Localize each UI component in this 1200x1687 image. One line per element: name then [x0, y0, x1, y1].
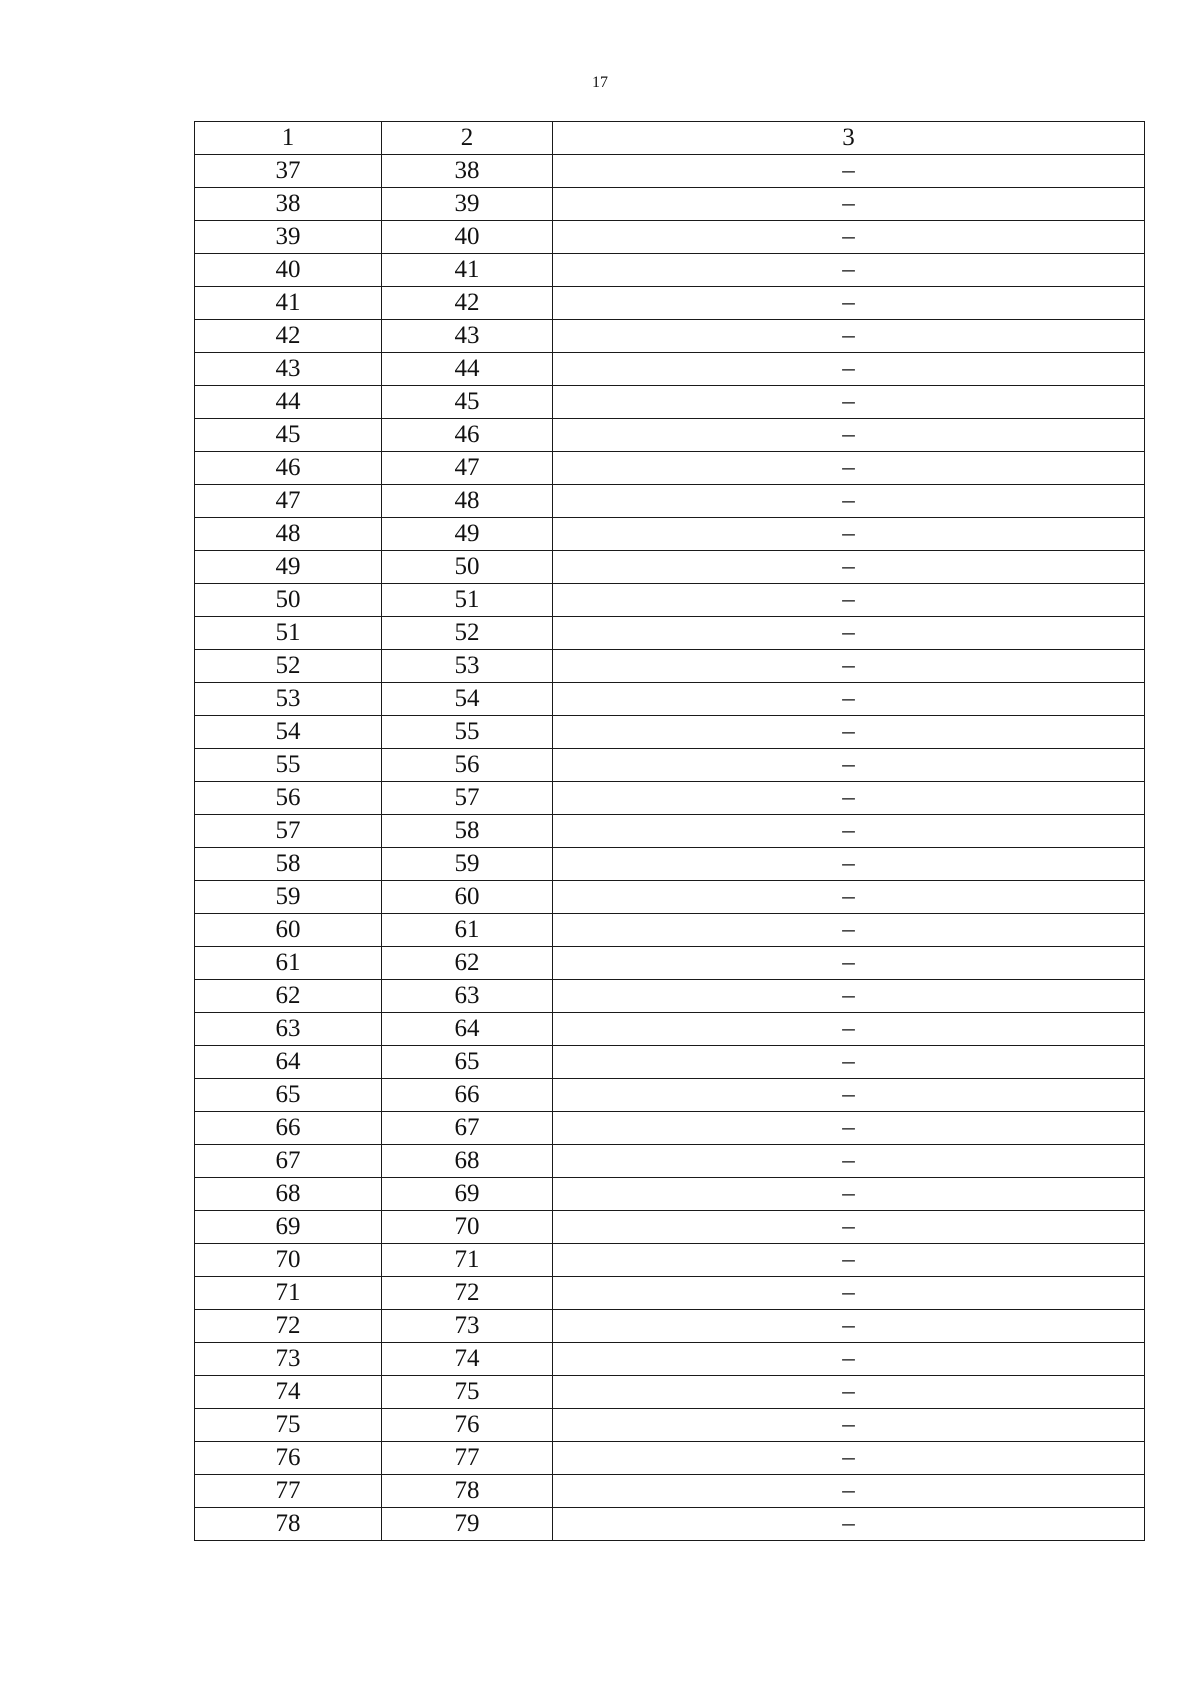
col-3-cell: –	[553, 518, 1145, 551]
col-2-cell: 69	[382, 1178, 553, 1211]
col-1-cell: 58	[195, 848, 382, 881]
col-2-cell: 49	[382, 518, 553, 551]
col-2-cell: 43	[382, 320, 553, 353]
col-3-cell: –	[553, 815, 1145, 848]
col-2-cell: 44	[382, 353, 553, 386]
col-3-cell: –	[553, 1112, 1145, 1145]
column-header-1: 1	[195, 122, 382, 155]
table-row	[195, 749, 1145, 782]
table-row	[195, 155, 1145, 188]
col-3-cell: –	[553, 782, 1145, 815]
col-3-cell: –	[553, 980, 1145, 1013]
col-2-cell: 68	[382, 1145, 553, 1178]
col-3-cell: –	[553, 617, 1145, 650]
col-2-cell: 50	[382, 551, 553, 584]
col-2-cell: 64	[382, 1013, 553, 1046]
col-3-cell: –	[553, 419, 1145, 452]
col-3-cell: –	[553, 1211, 1145, 1244]
col-1-cell: 71	[195, 1277, 382, 1310]
col-3-cell: –	[553, 683, 1145, 716]
col-2-cell: 62	[382, 947, 553, 980]
header-row	[195, 122, 1145, 155]
col-3-cell: –	[553, 1310, 1145, 1343]
col-3-cell: –	[553, 1244, 1145, 1277]
col-1-cell: 45	[195, 419, 382, 452]
col-1-cell: 64	[195, 1046, 382, 1079]
col-2-cell: 48	[382, 485, 553, 518]
col-3-cell: –	[553, 1178, 1145, 1211]
col-2-cell: 47	[382, 452, 553, 485]
col-1-cell: 47	[195, 485, 382, 518]
col-2-cell: 78	[382, 1475, 553, 1508]
table-row	[195, 683, 1145, 716]
col-2-cell: 61	[382, 914, 553, 947]
table-row	[195, 1244, 1145, 1277]
col-2-cell: 53	[382, 650, 553, 683]
col-2-cell: 57	[382, 782, 553, 815]
col-2-cell: 66	[382, 1079, 553, 1112]
table-row	[195, 1310, 1145, 1343]
table-row	[195, 320, 1145, 353]
col-1-cell: 61	[195, 947, 382, 980]
col-2-cell: 67	[382, 1112, 553, 1145]
col-3-cell: –	[553, 1046, 1145, 1079]
col-1-cell: 60	[195, 914, 382, 947]
table-row	[195, 1277, 1145, 1310]
table-row	[195, 1211, 1145, 1244]
col-1-cell: 50	[195, 584, 382, 617]
col-1-cell: 39	[195, 221, 382, 254]
table-row	[195, 419, 1145, 452]
col-3-cell: –	[553, 1013, 1145, 1046]
column-header-2: 2	[382, 122, 553, 155]
col-3-cell: –	[553, 287, 1145, 320]
col-3-cell: –	[553, 914, 1145, 947]
col-1-cell: 49	[195, 551, 382, 584]
col-3-cell: –	[553, 1145, 1145, 1178]
table-row	[195, 716, 1145, 749]
col-3-cell: –	[553, 1376, 1145, 1409]
col-2-cell: 39	[382, 188, 553, 221]
table-row	[195, 1343, 1145, 1376]
col-1-cell: 55	[195, 749, 382, 782]
col-3-cell: –	[553, 947, 1145, 980]
table-row	[195, 947, 1145, 980]
col-2-cell: 70	[382, 1211, 553, 1244]
col-2-cell: 46	[382, 419, 553, 452]
col-2-cell: 56	[382, 749, 553, 782]
col-3-cell: –	[553, 1508, 1145, 1541]
column-header-3: 3	[553, 122, 1145, 155]
col-3-cell: –	[553, 485, 1145, 518]
col-3-cell: –	[553, 716, 1145, 749]
table-row	[195, 1442, 1145, 1475]
col-3-cell: –	[553, 386, 1145, 419]
col-1-cell: 48	[195, 518, 382, 551]
table-row	[195, 551, 1145, 584]
table-row	[195, 980, 1145, 1013]
col-2-cell: 77	[382, 1442, 553, 1475]
col-2-cell: 41	[382, 254, 553, 287]
col-1-cell: 70	[195, 1244, 382, 1277]
col-3-cell: –	[553, 848, 1145, 881]
col-1-cell: 52	[195, 650, 382, 683]
table-row	[195, 782, 1145, 815]
table-row	[195, 188, 1145, 221]
table-row	[195, 1013, 1145, 1046]
col-1-cell: 63	[195, 1013, 382, 1046]
col-1-cell: 41	[195, 287, 382, 320]
col-3-cell: –	[553, 1277, 1145, 1310]
table-row	[195, 1112, 1145, 1145]
col-3-cell: –	[553, 452, 1145, 485]
col-1-cell: 73	[195, 1343, 382, 1376]
table-row	[195, 386, 1145, 419]
col-1-cell: 72	[195, 1310, 382, 1343]
table-row	[195, 1508, 1145, 1541]
col-2-cell: 74	[382, 1343, 553, 1376]
table-row	[195, 815, 1145, 848]
col-1-cell: 65	[195, 1079, 382, 1112]
col-3-cell: –	[553, 221, 1145, 254]
table-row	[195, 452, 1145, 485]
col-2-cell: 73	[382, 1310, 553, 1343]
col-1-cell: 43	[195, 353, 382, 386]
col-2-cell: 58	[382, 815, 553, 848]
col-3-cell: –	[553, 749, 1145, 782]
col-1-cell: 53	[195, 683, 382, 716]
col-1-cell: 38	[195, 188, 382, 221]
table-row	[195, 1376, 1145, 1409]
col-1-cell: 66	[195, 1112, 382, 1145]
table-row	[195, 914, 1145, 947]
col-3-cell: –	[553, 353, 1145, 386]
col-2-cell: 72	[382, 1277, 553, 1310]
table-row	[195, 1079, 1145, 1112]
table-row	[195, 617, 1145, 650]
col-2-cell: 38	[382, 155, 553, 188]
col-3-cell: –	[553, 1442, 1145, 1475]
col-1-cell: 78	[195, 1508, 382, 1541]
table-row	[195, 1046, 1145, 1079]
table-row	[195, 584, 1145, 617]
table-row	[195, 650, 1145, 683]
table-row	[195, 518, 1145, 551]
table-row	[195, 1475, 1145, 1508]
col-1-cell: 57	[195, 815, 382, 848]
col-1-cell: 75	[195, 1409, 382, 1442]
col-3-cell: –	[553, 881, 1145, 914]
table-row	[195, 1145, 1145, 1178]
table-row	[195, 254, 1145, 287]
table-row	[195, 485, 1145, 518]
data-table	[194, 121, 1145, 1541]
col-2-cell: 71	[382, 1244, 553, 1277]
page-number: 17	[592, 74, 608, 91]
col-3-cell: –	[553, 155, 1145, 188]
col-1-cell: 67	[195, 1145, 382, 1178]
col-1-cell: 68	[195, 1178, 382, 1211]
table-row	[195, 287, 1145, 320]
col-3-cell: –	[553, 650, 1145, 683]
col-3-cell: –	[553, 1343, 1145, 1376]
col-3-cell: –	[553, 320, 1145, 353]
col-2-cell: 76	[382, 1409, 553, 1442]
col-2-cell: 40	[382, 221, 553, 254]
col-2-cell: 51	[382, 584, 553, 617]
col-1-cell: 69	[195, 1211, 382, 1244]
col-1-cell: 46	[195, 452, 382, 485]
col-3-cell: –	[553, 1475, 1145, 1508]
col-1-cell: 74	[195, 1376, 382, 1409]
col-1-cell: 37	[195, 155, 382, 188]
col-2-cell: 79	[382, 1508, 553, 1541]
col-2-cell: 60	[382, 881, 553, 914]
col-2-cell: 54	[382, 683, 553, 716]
col-1-cell: 76	[195, 1442, 382, 1475]
col-1-cell: 62	[195, 980, 382, 1013]
table-body	[195, 155, 1145, 1541]
col-1-cell: 56	[195, 782, 382, 815]
col-1-cell: 51	[195, 617, 382, 650]
col-3-cell: –	[553, 1079, 1145, 1112]
col-2-cell: 59	[382, 848, 553, 881]
col-1-cell: 42	[195, 320, 382, 353]
col-1-cell: 44	[195, 386, 382, 419]
col-1-cell: 40	[195, 254, 382, 287]
col-3-cell: –	[553, 584, 1145, 617]
col-1-cell: 77	[195, 1475, 382, 1508]
table-row	[195, 1409, 1145, 1442]
col-2-cell: 45	[382, 386, 553, 419]
col-2-cell: 42	[382, 287, 553, 320]
col-1-cell: 54	[195, 716, 382, 749]
col-2-cell: 75	[382, 1376, 553, 1409]
col-1-cell: 59	[195, 881, 382, 914]
col-3-cell: –	[553, 551, 1145, 584]
col-3-cell: –	[553, 1409, 1145, 1442]
col-2-cell: 55	[382, 716, 553, 749]
col-3-cell: –	[553, 188, 1145, 221]
table-row	[195, 1178, 1145, 1211]
table-row	[195, 848, 1145, 881]
col-2-cell: 63	[382, 980, 553, 1013]
table-row	[195, 881, 1145, 914]
col-3-cell: –	[553, 254, 1145, 287]
table-row	[195, 353, 1145, 386]
table-row	[195, 221, 1145, 254]
col-2-cell: 65	[382, 1046, 553, 1079]
col-2-cell: 52	[382, 617, 553, 650]
